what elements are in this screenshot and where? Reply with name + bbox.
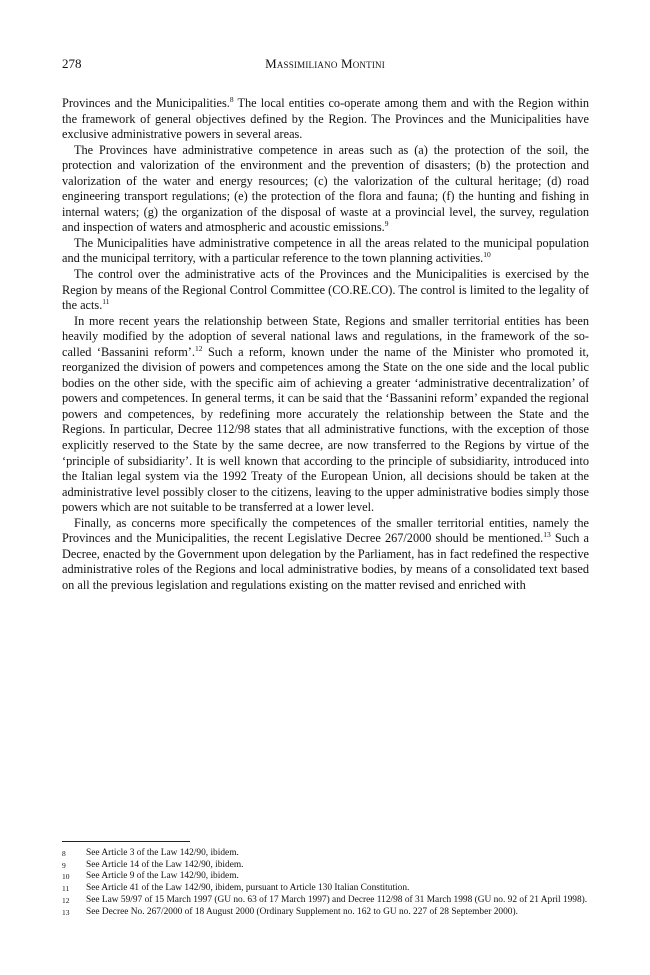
footnote-ref: 8	[229, 95, 234, 104]
paragraph: The Municipalities have administrative competence in all the areas related to the municipal population and the municipal territory, with a particular reference to the town planning activities.$^{10}$	[62, 235, 589, 266]
footnote	[62, 871, 589, 883]
footnote-text: See Article 41 of the Law 142/90, ibidem, pursuant to Article 130 Italian Constitution.	[86, 883, 410, 894]
footnote-text: See Law 59/97 of 15 March 1997 (GU no. 63 of 17 March 1997) and Decree 112/98 of 31 March 1998 (GU no. 92 of 21 April 1998).	[86, 894, 588, 905]
footnote	[62, 860, 589, 872]
footnote-text: See Article 14 of the Law 142/90, ibidem.	[86, 859, 244, 870]
footnote	[62, 907, 589, 919]
footnote-number: 8	[62, 849, 66, 858]
footnote-ref: 10	[483, 250, 491, 260]
page-number: 278	[62, 56, 82, 71]
body-text	[62, 96, 589, 594]
footnote-divider	[62, 841, 190, 842]
footnote	[62, 883, 589, 895]
page-header	[62, 56, 588, 74]
running-head: Massimiliano Montini	[265, 56, 385, 71]
footnote-number: 9	[62, 860, 66, 870]
footnotes	[62, 848, 589, 918]
footnote-ref: 13	[543, 530, 551, 540]
footnote-number: 13	[62, 907, 70, 917]
footnote-number: 12	[62, 895, 70, 905]
paragraph: Finally, as concerns more specifically the competences of the smaller territorial entities, namely the Provinces and the Municipalities, the recent Legislative Decree 267/2000 should be mentioned.$^{13}$ Such a Decree, enacted by the Government upon delegation by the Parliament, has in fact redefined the respective administrative roles of the Regions and local administrative bodies, by means of a consolidated text based on all the previous legislation and regulations existing on the matter revised and enriched with	[62, 515, 590, 592]
footnote	[62, 848, 589, 860]
footnote	[62, 895, 589, 907]
footnote-number: 11	[62, 884, 70, 894]
footnote-ref: 12	[194, 343, 203, 353]
footnote-number: 10	[62, 872, 70, 882]
footnote-text: See Decree No. 267/2000 of 18 August 2000 (Ordinary Supplement no. 162 to GU no. 227 of 28 September 2000).	[86, 906, 518, 917]
footnote-text: See Article 3 of the Law 142/90, ibidem.	[86, 848, 239, 858]
footnote-ref: 11	[102, 297, 110, 307]
paragraph: In more recent years the relationship between State, Regions and smaller territorial entities has been heavily modified by the adoption of several national laws and regulations, in the framework of the so-called ‘Bassanini reform’.$^{12}$ Such a reform, known under the name of the Minister who promoted it, reorganized the division of powers and competences among the State on the one side and the local public bodies on the other side, with the specific aim of achieving a greater ‘administrative decentralization’ of powers and competences. In general terms, it can be said that the ‘Bassanini reform’ expanded the regional powers and competences, by redefining more accurately the relationship between the State and the Regions. In particular, Decree 112/98 states that all administrative functions, with the exception of those explicitly reserved to the State by the same decree, are now transferred to the Regions by virtue of the ‘principle of subsidiarity’. It is well known that according to the principle of subsidiarity, introduced into the Italian legal system via the 1992 Treaty of the European Union, all decisions should be taken at the administrative level possibly closer to the citizens, leaving to the upper administrative bodies simply those powers which are not suitable to be transferred at a lower level.	[62, 313, 589, 515]
paragraph: The Provinces have administrative competence in areas such as (a) the protection of the soil, the protection and valorization of the environment and the prevention of disasters; (b) the protection and valorization of the water and energy resources; (c) the valorization of the cultural heritage; (d) road engineering transport regulations; (e) the protection of the flora and fauna; (f) the hunting and fishing in internal waters; (g) the organization of the disposal of waste at a provincial level, the survey, regulation and inspection of waters and atmospheric and acoustic emissions.$^9$	[62, 142, 589, 235]
paragraph: Provinces and the Municipalities.$^8$ The local entities co-operate among them and with the Region within the framework of general objectives defined by the Region. The Provinces and the Municipalities have exclusive administrative powers in several areas.	[62, 95, 590, 142]
footnote-text: See Article 9 of the Law 142/90, ibidem.	[86, 871, 239, 882]
footnote-ref: 9	[384, 219, 389, 229]
paragraph: The control over the administrative acts of the Provinces and the Municipalities is exercised by the Region by means of the Regional Control Committee (CO.RE.CO). The control is limited to the legality of the acts.$^{11}$	[62, 267, 589, 313]
